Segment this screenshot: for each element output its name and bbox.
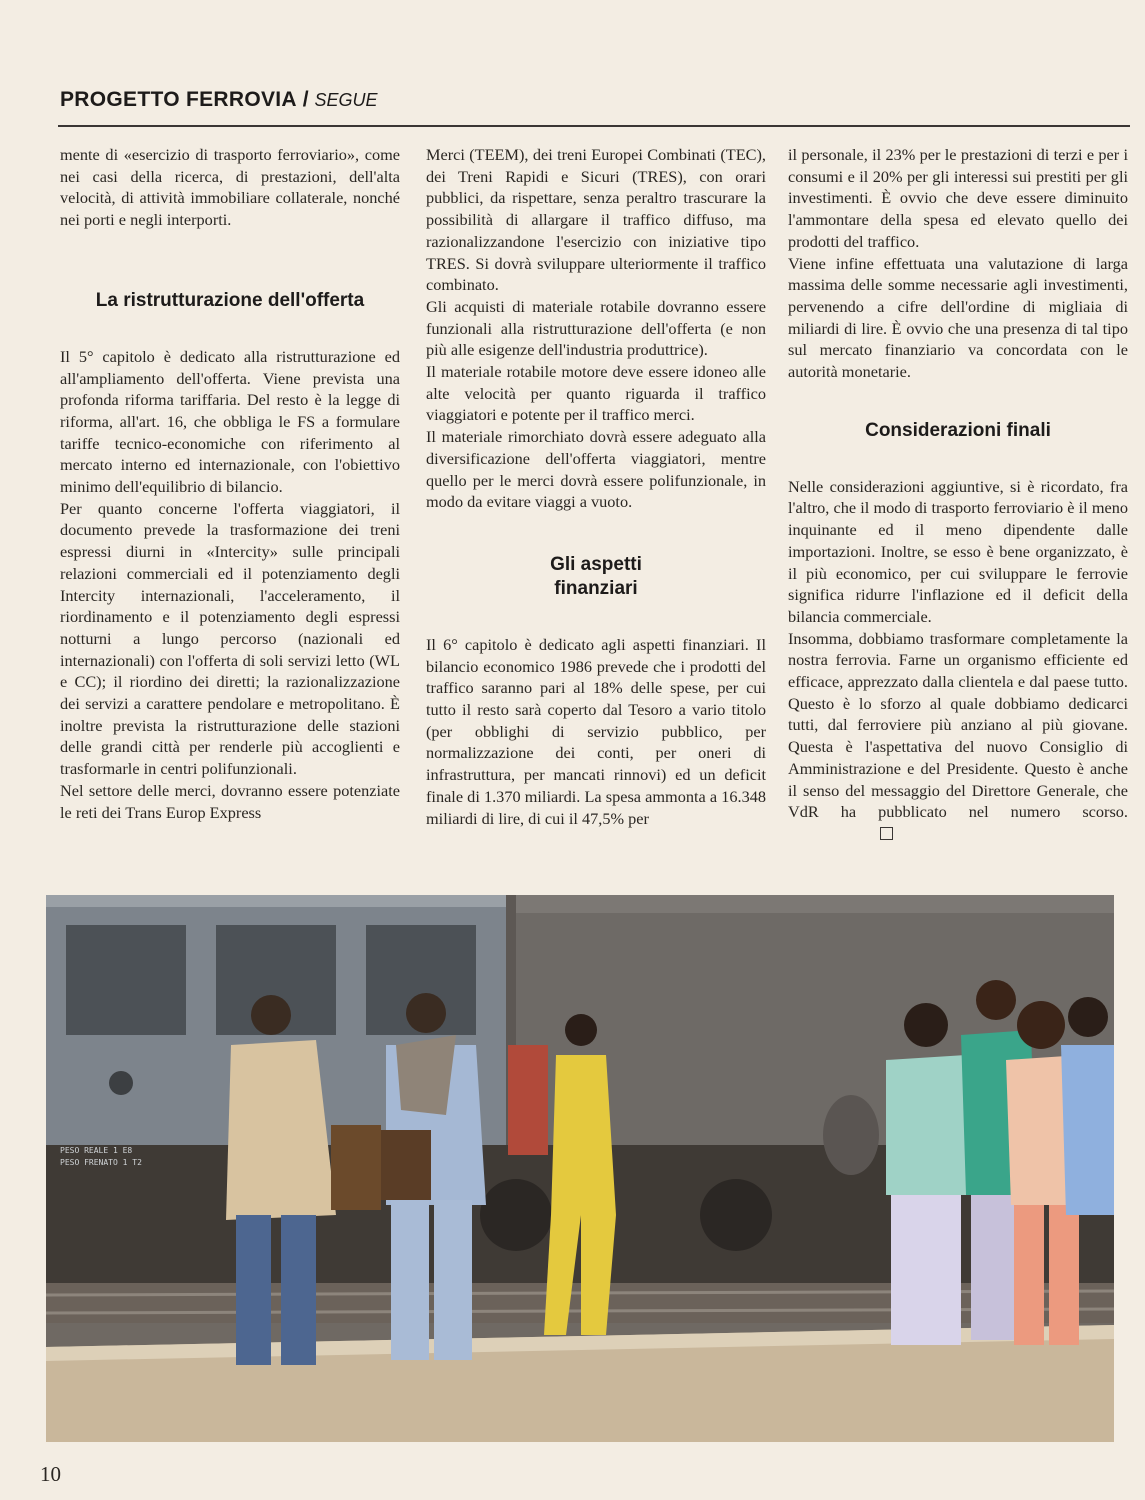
paragraph: Nelle considerazioni aggiuntive, si è ricordato, fra l'altro, che il modo di trasporto ferroviario è il meno inquinante ed il meno dipendente dalle importazioni. Inoltre, se esso è bene organizzato, è il più economico, per cui sviluppare le ferrovie significa ridurre l'inflazione ed il deficit della bilancia commerciale. <box>788 476 1128 626</box>
page-number: 10 <box>40 1462 61 1486</box>
paragraph: Per quanto concerne l'offerta viaggiatori, il documento prevede la trasformazione dei treni espressi diurni in «Intercity» sulle principali relazioni commerciali ed il potenziamento degli Intercity internazionali, l'acceleramento, il riordinamento e il potenziamento degli espressi notturni a lungo percorso (nazionali ed internazionali) con l'offerta di soli servizi letto (WL e CC); il riordino dei diretti; la razionalizzazione dei servizi a carattere pendolare e metropolitano. È inoltre prevista la ristrutturazione delle stazioni delle grandi città per renderle più accoglienti e trasformarle in centri polifunzionali. <box>60 498 400 779</box>
section-heading-ristrutturazione: La ristrutturazione dell'offerta <box>95 289 365 311</box>
paragraph: Il materiale rimorchiato dovrà essere adeguato alla diversificazione dell'offerta viaggiatori, mentre quello per le merci dovrà essere polifunzionale, in modo da evitare viaggi a vuoto. <box>426 427 766 512</box>
paragraph: Il materiale rotabile motore deve essere idoneo alle alte velocità per quanto riguarda il traffico viaggiatori e potente per il traffico merci. <box>426 362 766 425</box>
wagon-stencil-1: PESO REALE 1 E8 <box>60 1146 133 1155</box>
paragraph: il personale, il 23% per le prestazioni di terzi e per i consumi e il 20% per gli interessi sui prestiti per gli investimenti. È ovvio che deve essere diminuito l'ammontare della spesa ed elevato quello dei prodotti del traffico. <box>788 145 1128 251</box>
paragraph: Il 5° capitolo è dedicato alla ristrutturazione ed all'ampliamento dell'offerta. Viene prevista una profonda riforma tariffaria. Del resto è la legge di riforma, all'art. 16, che obbliga le FS a formulare tariffe tecnico-economiche con riferimento al mercato interno ed internazionale, con l'obiettivo minimo dell'equilibrio di bilancio. <box>60 346 400 497</box>
paragraph: Nel settore delle merci, dovranno essere potenziate le reti dei Trans Europ Express <box>60 780 400 822</box>
paragraph-text: Insomma, dobbiamo trasformare completamente la nostra ferrovia. Farne un organismo efficiente ed efficace, apprezzato dalla clientela e dal paese tutto. Questo è lo sforzo al quale dobbiamo dedicarci tutti, dal ferroviere più anziano al più giovane. Questa è l'aspettativa del nuovo Consiglio di Amministrazione e del Presidente. Questo è anche il senso del messaggio del Direttore Generale, che VdR ha pubblicato nel numero scorso. <box>788 628 1128 822</box>
header-rule <box>58 125 1130 127</box>
article-column-3 <box>788 144 1128 845</box>
header-subtitle: SEGUE <box>314 90 378 110</box>
platform-photo <box>46 895 1114 1442</box>
header-title: PROGETTO FERROVIA <box>60 88 297 111</box>
section-heading-considerazioni-finali: Considerazioni finali <box>865 419 1051 441</box>
paragraph <box>788 628 1128 845</box>
article-column-2 <box>426 144 766 829</box>
paragraph: Il 6° capitolo è dedicato agli aspetti finanziari. Il bilancio economico 1986 prevede che i prodotti del traffico saranno pari al 18% delle spese, per cui tutto il resto sarà coperto dal Tesoro a vario titolo (per obblighi di servizio pubblico, per normalizzazione dei conti, per oneri di infrastruttura, per mancati rinnovi) ed un deficit finale di 1.370 miliardi. La spesa ammonta a 16.348 miliardi di lire, di cui il 47,5% per <box>426 634 766 828</box>
article-column-1 <box>60 144 400 823</box>
paragraph: Gli acquisti di materiale rotabile dovranno essere funzionali alla ristrutturazione dell'offerta (e non più alle esigenze dell'industria produttrice). <box>426 296 766 360</box>
paragraph: Merci (TEEM), dei treni Europei Combinati (TEC), dei Treni Rapidi e Sicuri (TRES), con orari pubblici, da rispettare, senza peraltro trascurare la possibilità di allargare il traffico diffuso, ma razionalizzandone l'esercizio con iniziative tipo TRES. Si dovrà sviluppare ulteriormente il traffico combinato. <box>426 145 766 295</box>
section-heading-aspetti-finanziari: Gli aspetti finanziari <box>550 553 642 599</box>
paragraph: mente di «esercizio di trasporto ferroviario», come nei casi della ricerca, di prestazioni, dell'alta velocità, di attività immobiliare collaterale, nonché nei porti e negli interporti. <box>60 145 400 230</box>
wagon-stencil-2: PESO FRENATO 1 T2 <box>60 1158 142 1167</box>
header-separator: / <box>302 88 309 111</box>
running-header <box>60 88 377 112</box>
end-of-article-icon <box>880 827 893 840</box>
paragraph: Viene infine effettuata una valutazione di larga massima delle somme necessarie agli investimenti, pervenendo a cifre dell'ordine di migliaia di miliardi di lire. È ovvio che una presenza di tal tipo sul mercato finanziario va concordata con le autorità monetarie. <box>788 253 1128 382</box>
